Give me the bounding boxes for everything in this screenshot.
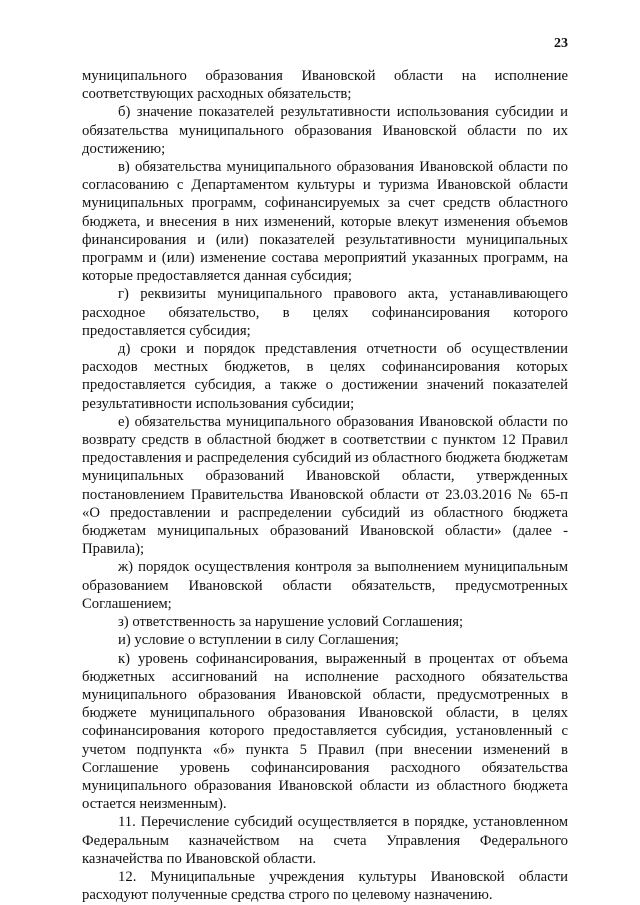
- paragraph-section-12: 12. Муниципальные учреждения культуры Ивановской области расходуют полученные средства строго по целевому назначению.: [82, 868, 568, 904]
- paragraph-item-d: д) сроки и порядок представления отчетности об осуществлении расходов местных бюджетов, в целях софинансирования которых предоставляется субсидия, а также о достижении значений показателей результативности использования субсидии;: [82, 341, 568, 412]
- paragraph-item-i: и) условие о вступлении в силу Соглашения;: [118, 632, 399, 649]
- paragraph-section-11: 11. Перечисление субсидий осуществляется в порядке, установленном Федеральным казначейством на счета Управления Федерального казначейства по Ивановской области.: [82, 814, 568, 867]
- paragraph-item-zh: ж) порядок осуществления контроля за выполнением муниципальным образованием Ивановской области обязательств, предусмотренных Соглашением;: [82, 559, 568, 612]
- page-number: 23: [554, 36, 568, 51]
- paragraph-item-z: з) ответственность за нарушение условий Соглашения;: [118, 614, 464, 631]
- paragraph-item-b: б) значение показателей результативности использования субсидии и обязательства муниципального образования Ивановской области по их достижению;: [82, 104, 568, 157]
- paragraph-item-e: е) обязательства муниципального образования Ивановской области по возврату средств в областной бюджет в соответствии с пунктом 12 Правил предоставления и распределения субсидий из областного бюджета бюджетам муниципальных образований Ивановской области, утвержденных постановлением Правительства Ивановской области от 23.03.2016 № 65-п «О предоставлении и распределении субсидий из областного бюджета бюджетам муниципальных образований Ивановской области» (далее - Правила);: [82, 413, 568, 558]
- paragraph-item-g: г) реквизиты муниципального правового акта, устанавливающего расходное обязательство, в целях софинансирования которого предоставляется субсидия;: [82, 286, 568, 339]
- paragraph-item-k: к) уровень софинансирования, выраженный в процентах от объема бюджетных ассигнований на исполнение расходного обязательства муниципального образования Ивановской области, предусмотренных в бюджете муниципального образования Ивановской области, в целях софинансирования которого предоставляется субсидия, установленный с учетом подпункта «б» пункта 5 Правил (при внесении изменений в Соглашение уровень софинансирования расходного обязательства муниципального образования Ивановской области из областного бюджета остается неизменным).: [82, 650, 568, 813]
- paragraph-continuation: муниципального образования Ивановской области на исполнение соответствующих расходных обязательств;: [82, 68, 568, 103]
- paragraph-item-v: в) обязательства муниципального образования Ивановской области по согласованию с Департаментом культуры и туризма Ивановской области муниципальных программ, софинансируемых за счет средств областного бюджета, и внесения в них изменений, которые влекут изменения объемов финансирования и (или) показателей результативности муниципальных программ и (или) изменение состава мероприятий указанных программ, на которые предоставляется данная субсидия;: [82, 159, 568, 285]
- document-body: [82, 67, 568, 904]
